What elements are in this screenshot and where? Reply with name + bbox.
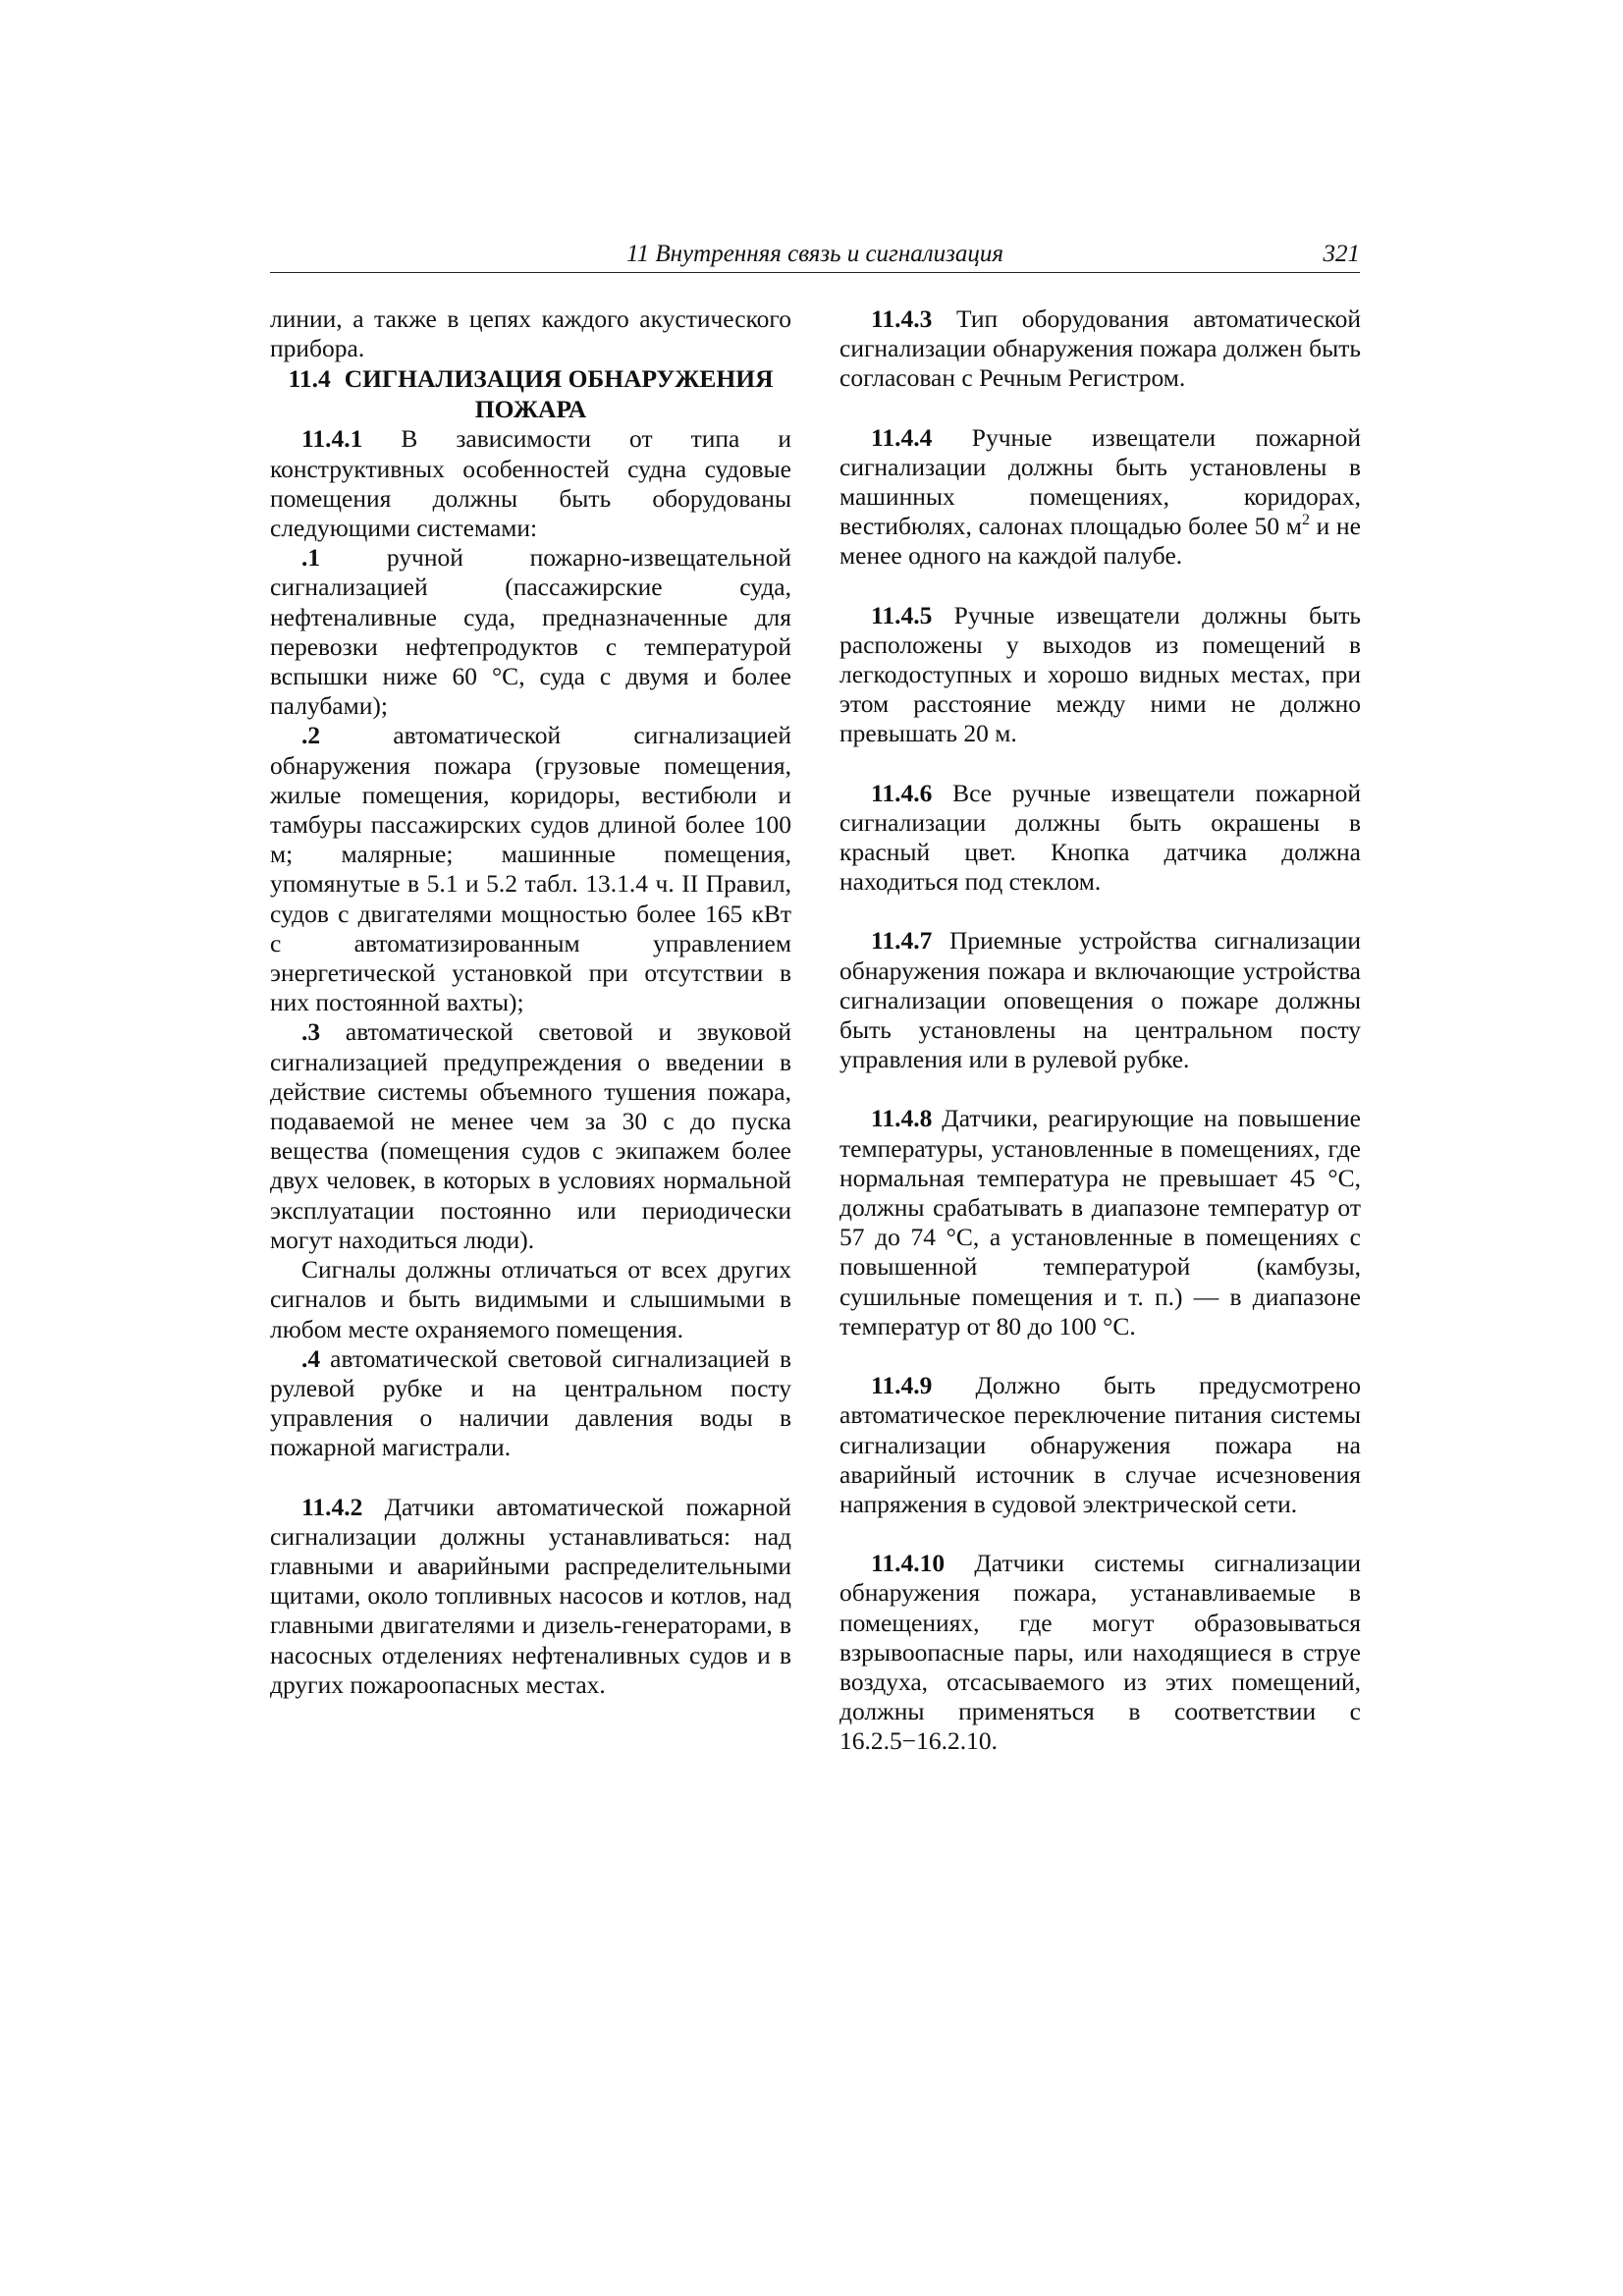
clause-number: 11.4.2	[301, 1492, 363, 1521]
superscript: 2	[1301, 512, 1310, 529]
section-number: 11.4	[288, 364, 331, 394]
clause-number: 11.4.7	[871, 926, 933, 956]
clause-text: Все ручные извещатели пожарной сигнализации должны быть окрашены в красный цвет. Кнопка датчика должна находиться под стеклом.	[839, 778, 1361, 897]
chapter-title: 11 Внутренняя связь и сигнализация	[625, 241, 1003, 267]
paragraph-11-4-8	[839, 1104, 1361, 1341]
item-text: автоматической световой и звуковой сигнализацией предупреждения о введении в действие системы объемного тушения пожара, подаваемой не менее чем за 30 с до пуска вещества (помещения судов с экипажем более двух человек, в которых в условиях нормальной эксплуатации постоянно или периодически могут находиться люди).	[270, 1017, 791, 1254]
clause-number: 11.4.4	[871, 422, 933, 452]
clause-text: Ручные извещатели должны быть расположены у выходов из помещений в легкодоступных и хорошо видных местах, при этом расстояние между ними не должно превышать 20 м.	[839, 600, 1361, 748]
clause-number: 11.4.5	[871, 600, 933, 629]
section-title: СИГНАЛИЗАЦИЯ ОБНАРУЖЕНИЯ ПОЖАРА	[344, 364, 774, 424]
item-text: ручной пожарно-извещательной сигнализацией (пассажирские суда, нефтеналивные суда, предназначенные для перевозки нефтепродуктов с температурой вспышки ниже 60 °С, суда с двумя и более палубами);	[270, 543, 791, 721]
paragraph-11-4-6	[839, 779, 1361, 898]
clause-number: 11.4.9	[871, 1371, 933, 1400]
paragraph-11-4-3	[839, 304, 1361, 394]
clause-text: Приемные устройства сигнализации обнаружения пожара и включающие устройства сигнализации оповещения о пожаре должны быть установлены на центральном посту управления или в рулевой рубке.	[839, 926, 1361, 1074]
paragraph-11-4-7	[839, 926, 1361, 1074]
clause-text: В зависимости от типа и конструктивных особенностей судна судовые помещения должны быть оборудованы следующими системами:	[270, 424, 791, 543]
clause-text: Датчики системы сигнализации обнаружения пожара, устанавливаемые в помещениях, где могут образовываться взрывоопасные пары, или находящиеся в струе воздуха, отсасываемого из этих помещений, должны применяться в соответствии с 16.2.5−16.2.10.	[839, 1549, 1361, 1756]
paragraph-11-4-1	[270, 424, 791, 543]
section-heading	[270, 363, 791, 424]
clause-number: 11.4.3	[871, 304, 933, 333]
item-number: .3	[301, 1017, 321, 1047]
left-column	[270, 304, 791, 1700]
clause-text-after: и не менее одного на каждой палубе.	[839, 512, 1361, 571]
paragraph-11-4-2	[270, 1493, 791, 1700]
page-number: 321	[1323, 241, 1360, 267]
right-column	[839, 304, 1361, 1757]
item-number: .4	[301, 1343, 321, 1373]
item-number: .2	[301, 721, 321, 750]
paragraph-11-4-5	[839, 601, 1361, 749]
clause-text: Должно быть предусмотрено автоматическое переключение питания системы сигнализации обнаружения пожара на аварийный источник в случае исчезновения напряжения в судовой электрической сети.	[839, 1371, 1361, 1518]
clause-number: 11.4.6	[871, 778, 933, 807]
list-item-3	[270, 1017, 791, 1255]
list-item-1	[270, 543, 791, 721]
clause-text: Датчики, реагирующие на повышение температуры, установленные в помещениях, где нормальная температура не превышает 45 °С, должны срабатывать в диапазоне температур от 57 до 74 °С, а установленные в помещениях с повышенной температурой (камбузы, сушильные помещения и т. п.) — в диапазоне температур от 80 до 100 °С.	[839, 1104, 1361, 1340]
item-number: .1	[301, 543, 321, 573]
paragraph-11-4-10	[839, 1549, 1361, 1756]
item-text: автоматической сигнализацией обнаружения пожара (грузовые помещения, жилые помещения, коридоры, вестибюли и тамбуры пассажирских судов длиной более 100 м; малярные; машинные помещения, упомянутые в 5.1 и 5.2 табл. 13.1.4 ч. II Правил, судов с двигателями мощностью более 165 кВт с автоматизированным управлением энергетической установкой при отсутствии в них постоянной вахты);	[270, 721, 791, 1017]
clause-text: Ручные извещатели пожарной сигнализации должны быть установлены в машинных помещениях, коридорах, вестибюлях, салонах площадью более 50 м	[839, 422, 1361, 541]
continuation-paragraph: линии, а также в цепях каждого акустического прибора.	[270, 304, 791, 363]
running-header	[270, 241, 1360, 273]
paragraph-11-4-4	[839, 423, 1361, 572]
list-item-4	[270, 1344, 791, 1463]
item-text: автоматической световой сигнализацией в рулевой рубке и на центральном посту управления о наличии давления воды в пожарной магистрали.	[270, 1343, 791, 1462]
clause-text: Тип оборудования автоматической сигнализации обнаружения пожара должен быть согласован с Речным Регистром.	[839, 304, 1361, 393]
clause-number: 11.4.10	[871, 1549, 946, 1578]
clause-number: 11.4.1	[301, 424, 363, 454]
list-item-2	[270, 721, 791, 1017]
clause-text: Датчики автоматической пожарной сигнализации должны устанавливаться: над главными и аварийными распределительными щитами, около топливных насосов и котлов, над главными двигателями и дизель-генераторами, в насосных отделениях нефтеналивных судов и в других пожароопасных местах.	[270, 1492, 791, 1699]
paragraph-11-4-9	[839, 1371, 1361, 1519]
clause-number: 11.4.8	[871, 1104, 933, 1133]
signals-note: Сигналы должны отличаться от всех других сигналов и быть видимыми и слышимыми в любом месте охраняемого помещения.	[270, 1255, 791, 1343]
